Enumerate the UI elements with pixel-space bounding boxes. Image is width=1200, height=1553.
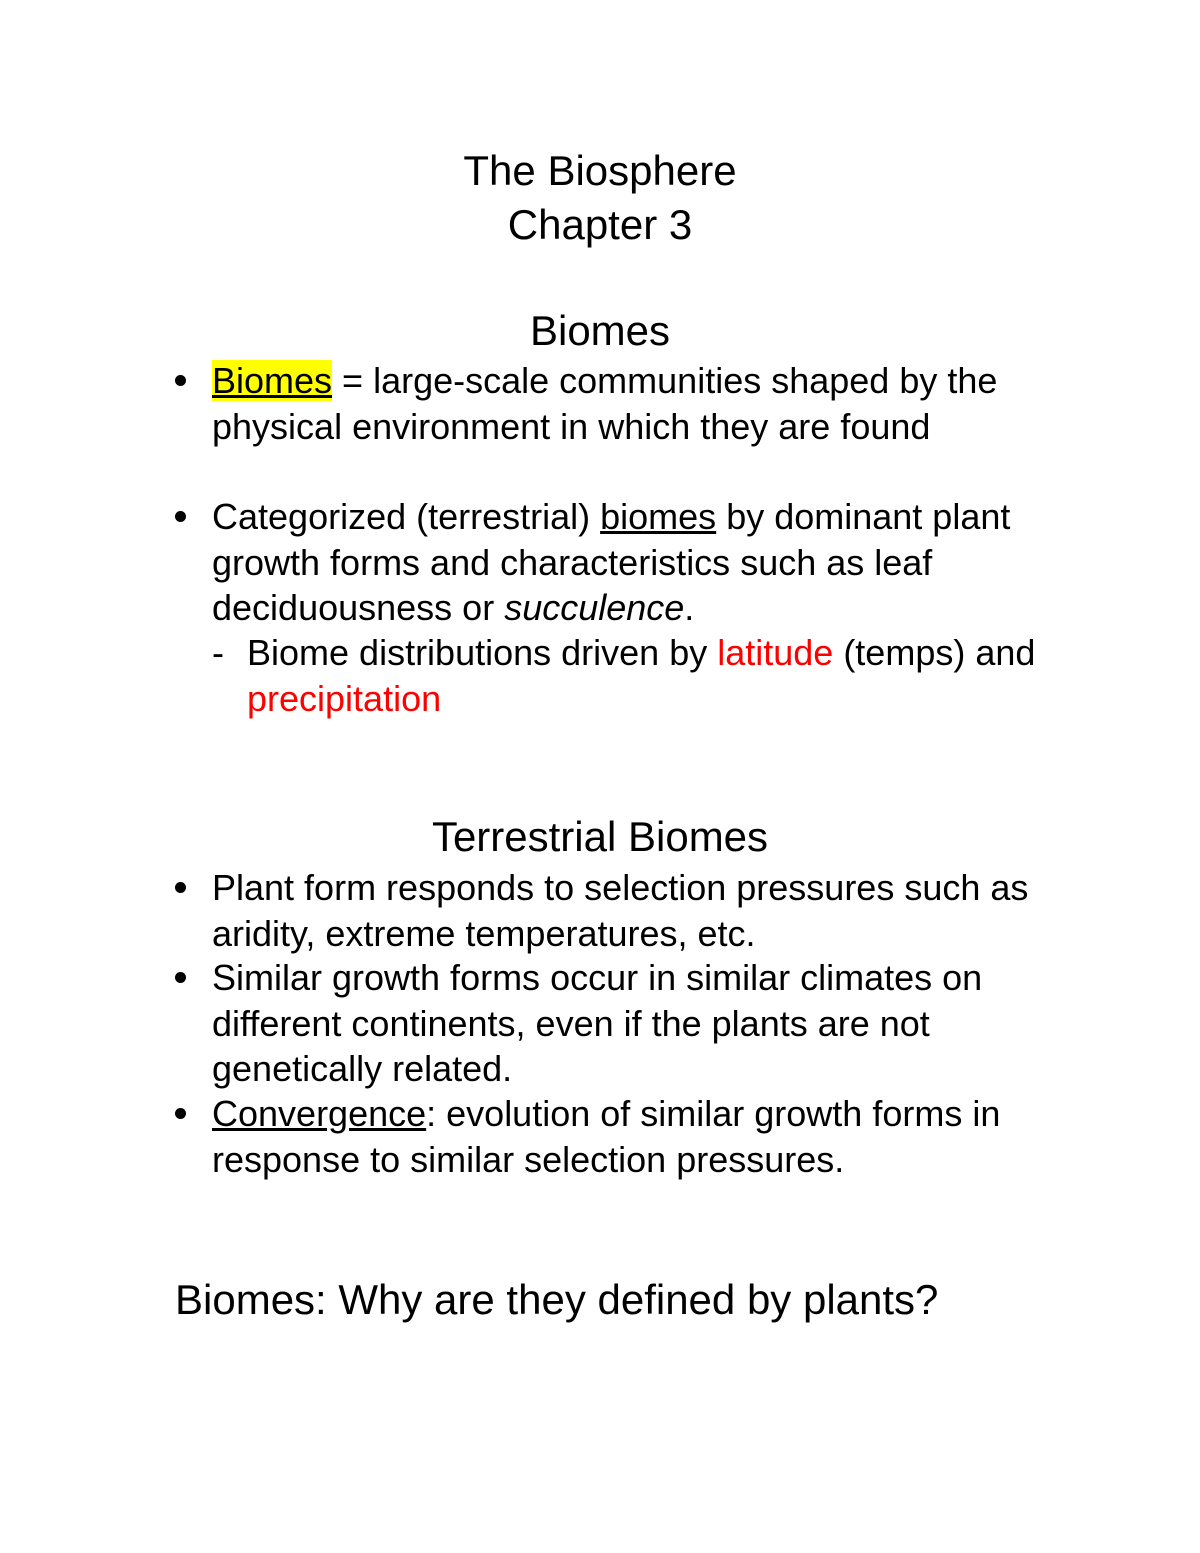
sub-bullet-text: Biome distributions driven by [247, 632, 718, 673]
term-biomes: Biomes [212, 360, 333, 401]
bullet-text: Similar growth forms occur in similar climates on different continents, even if the plants are not genetically related. [212, 957, 983, 1089]
term-latitude: latitude [717, 632, 834, 673]
definition-text: = large-scale communities shaped by the physical environment in which they are found [212, 360, 998, 447]
section-heading-terrestrial-biomes: Terrestrial Biomes [431, 813, 769, 860]
term-biomes-underlined: biomes [600, 496, 717, 537]
bullet-dot-icon [175, 375, 186, 386]
section-heading-biomes: Biomes [529, 307, 671, 354]
sub-bullet-text: (temps) and [833, 632, 1036, 673]
bullet-dot-icon [175, 882, 186, 893]
sub-bullet-distributions [212, 630, 1077, 721]
term-succulence: succulence [504, 587, 685, 628]
term-precipitation: precipitation [247, 677, 442, 719]
bullet-text: Plant form responds to selection pressures such as aridity, extreme temperatures, etc. [212, 867, 1029, 954]
section-heading-why-plants: Biomes: Why are they defined by plants? [175, 1276, 939, 1323]
bullet-dot-icon [175, 972, 186, 983]
bullet-similar-growth [212, 955, 1072, 1092]
dash-marker: - [212, 632, 224, 673]
bullet-convergence [212, 1091, 1072, 1182]
bullet-text: : evolution of similar growth forms in response to similar selection pressures. [212, 1093, 1001, 1180]
bullet-dot-icon [175, 1108, 186, 1119]
bullet-dot-icon [175, 511, 186, 522]
bullet-categorized [212, 494, 1072, 631]
bullet-plant-form [212, 865, 1072, 956]
document-title: The Biosphere [463, 147, 737, 194]
chapter-label: Chapter 3 [507, 201, 693, 248]
term-convergence: Convergence [212, 1093, 427, 1134]
bullet-text: Categorized (terrestrial) [212, 496, 601, 537]
bullet-text: by dominant plant growth forms and characteristics such as leaf deciduousness or [212, 496, 1011, 628]
bullet-biomes-definition [212, 358, 1072, 449]
bullet-text: . [684, 587, 695, 628]
